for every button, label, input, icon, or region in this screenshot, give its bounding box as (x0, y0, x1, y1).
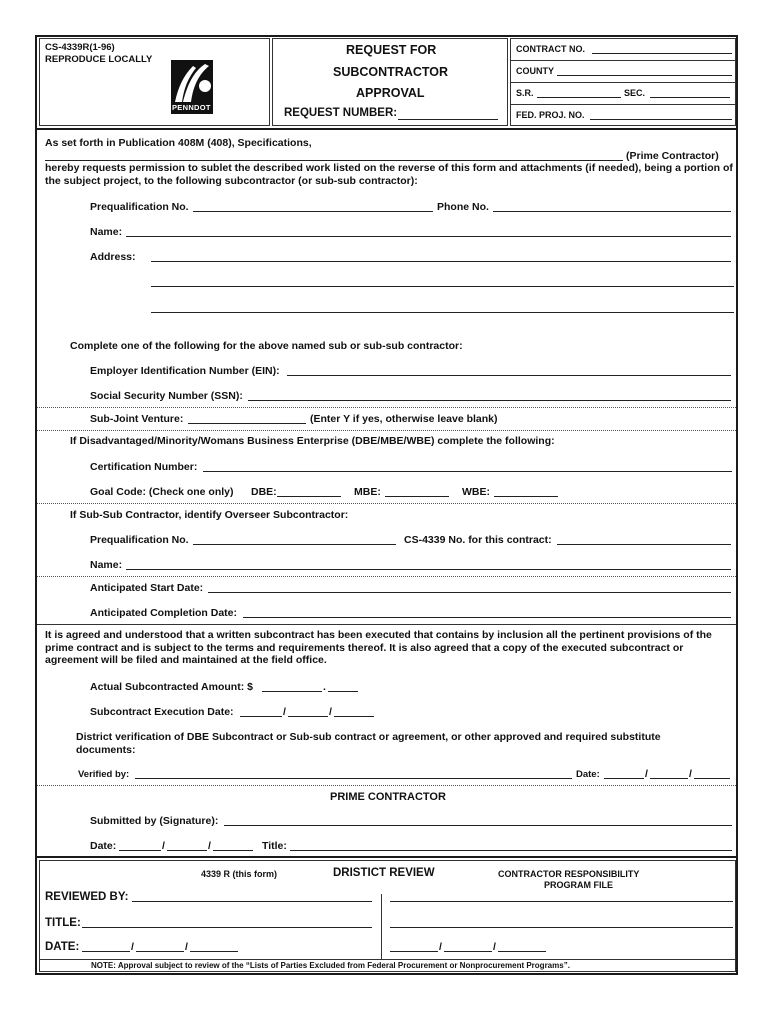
certification-label: Certification Number: (90, 461, 198, 473)
verified-by-label: Verified by: (78, 769, 130, 780)
sec-label: SEC. (624, 88, 646, 98)
title-line-3: APPROVAL (356, 86, 425, 100)
mbe-label: MBE: (354, 486, 381, 498)
submitted-signature-field[interactable] (224, 813, 732, 826)
address-label: Address: (90, 251, 136, 263)
penndot-logo-text: PENNDOT (172, 103, 211, 112)
review-date-day[interactable] (136, 939, 184, 952)
verified-date-month[interactable] (604, 766, 644, 779)
overseer-heading: If Sub-Sub Contractor, identify Overseer Subcontractor: (70, 509, 349, 521)
phone-label: Phone No. (437, 201, 489, 213)
overseer-prequal-field[interactable] (193, 532, 396, 545)
sr-field[interactable] (537, 86, 621, 98)
address-line-2[interactable] (151, 274, 734, 287)
prime-contractor-caption: (Prime Contractor) (626, 150, 719, 162)
prime-contractor-field[interactable] (45, 148, 623, 161)
date-slash: / (439, 941, 442, 953)
ssn-label: Social Security Number (SSN): (90, 390, 243, 402)
dotted-divider (37, 430, 736, 431)
date-slash: / (131, 941, 134, 953)
district-verification-text: District verification of DBE Subcontract or Sub-sub contract or agreement, or other approved and required substitute documents: (76, 731, 661, 756)
dotted-divider (37, 785, 736, 786)
execution-date-day[interactable] (288, 704, 328, 717)
review-title-label: TITLE: (45, 917, 81, 929)
verified-date-label: Date: (576, 769, 600, 780)
amount-dollars-field[interactable] (262, 679, 322, 692)
reproduce-locally: REPRODUCE LOCALLY (45, 54, 153, 65)
county-field[interactable] (557, 64, 732, 76)
this-form-label: 4339 R (this form) (201, 869, 278, 879)
prequal-label: Prequalification No. (90, 201, 189, 213)
date-slash: / (493, 941, 496, 953)
date-slash: / (283, 706, 286, 718)
address-line-3[interactable] (151, 300, 734, 313)
review-date-month[interactable] (82, 939, 130, 952)
date-slash: / (185, 941, 188, 953)
sr-label: S.R. (516, 88, 534, 98)
resp-program-field-2[interactable] (390, 915, 733, 928)
wbe-label: WBE: (462, 486, 490, 498)
name-label: Name: (90, 226, 123, 238)
phone-field[interactable] (493, 199, 731, 212)
sec-field[interactable] (650, 86, 730, 98)
note-divider (39, 959, 736, 960)
prime-date-label: Date: (90, 840, 117, 852)
district-review-heading: DRISTICT REVIEW (333, 867, 435, 879)
date-slash: / (689, 768, 692, 780)
name-field[interactable] (126, 224, 731, 237)
amount-label: Actual Subcontracted Amount: $ (90, 681, 253, 693)
divider (510, 104, 736, 105)
divider (510, 60, 736, 61)
execution-date-label: Subcontract Execution Date: (90, 706, 234, 718)
joint-venture-note: (Enter Y if yes, otherwise leave blank) (310, 413, 498, 425)
date-slash: / (162, 840, 165, 852)
prime-date-day[interactable] (167, 838, 207, 851)
dbe-heading: If Disadvantaged/Minority/Womans Business Enterprise (DBE/MBE/WBE) complete the following: (70, 435, 555, 447)
prime-date-month[interactable] (119, 838, 161, 851)
start-date-field[interactable] (208, 580, 731, 593)
verified-date-year[interactable] (694, 766, 730, 779)
contractor-responsibility-line2: PROGRAM FILE (544, 880, 613, 890)
county-label: COUNTY (516, 66, 554, 76)
fed-proj-label: FED. PROJ. NO. (516, 110, 585, 120)
date-slash: / (329, 706, 332, 718)
ssn-field[interactable] (248, 388, 731, 401)
wbe-checkbox-field[interactable] (494, 484, 558, 497)
dotted-divider (37, 407, 736, 408)
goal-code-label: Goal Code: (Check one only) (90, 486, 234, 498)
header-bottom-rule (37, 128, 736, 130)
request-number-label: REQUEST NUMBER: (284, 107, 398, 119)
review-top-rule (37, 856, 736, 858)
cs4339-label: CS-4339 No. for this contract: (404, 534, 552, 546)
dbe-checkbox-field[interactable] (277, 484, 341, 497)
ein-field[interactable] (287, 363, 731, 376)
penndot-logo (169, 58, 215, 116)
joint-venture-field[interactable] (188, 411, 306, 424)
overseer-name-label: Name: (90, 559, 123, 571)
completion-date-label: Anticipated Completion Date: (90, 607, 238, 619)
overseer-name-field[interactable] (126, 557, 731, 570)
date-slash: / (208, 840, 211, 852)
title-line-2: SUBCONTRACTOR (333, 65, 449, 79)
dotted-divider (37, 503, 736, 504)
execution-date-month[interactable] (240, 704, 282, 717)
verified-by-field[interactable] (135, 766, 572, 779)
joint-venture-label: Sub-Joint Venture: (90, 413, 184, 425)
reviewed-by-label: REVIEWED BY: (45, 891, 129, 903)
divider (510, 82, 736, 83)
verified-date-day[interactable] (650, 766, 688, 779)
fed-proj-field[interactable] (590, 108, 732, 120)
section-divider (37, 624, 736, 625)
completion-date-field[interactable] (243, 605, 731, 618)
intro-paragraph: hereby requests permission to sublet the described work listed on the reverse of this form and attachments (if needed), being a portion of the subject project, to the following subcontractor (or sub-sub contractor): (45, 162, 733, 187)
agreement-paragraph: It is agreed and understood that a written subcontract has been executed that contains by inclusion all the pertinent provisions of the prime contract and is subject to the terms and requirements thereof. It is also agreed that a copy of the executed subcontract or agreement will be filed and maintained at the field office. (45, 629, 712, 666)
resp-date-month[interactable] (390, 939, 438, 952)
overseer-prequal-label: Prequalification No. (90, 534, 189, 546)
approval-note: NOTE: Approval subject to review of the “Lists of Parties Excluded from Federal Procurement or Nonprocurement Programs”. (91, 961, 570, 970)
prequal-field[interactable] (193, 199, 433, 212)
dbe-label: DBE: (251, 486, 277, 498)
prime-date-year[interactable] (213, 838, 253, 851)
start-date-label: Anticipated Start Date: (90, 582, 204, 594)
resp-date-year[interactable] (498, 939, 546, 952)
contractor-responsibility-line1: CONTRACTOR RESPONSIBILITY (498, 869, 640, 879)
review-date-label: DATE: (45, 941, 80, 953)
address-line-1[interactable] (151, 249, 731, 262)
amount-separator: . (323, 681, 326, 693)
resp-date-day[interactable] (444, 939, 492, 952)
form-number: CS-4339R(1-96) (45, 42, 115, 53)
contract-no-label: CONTRACT NO. (516, 44, 585, 54)
intro-line: As set forth in Publication 408M (408), Specifications, (45, 137, 312, 149)
submitted-by-label: Submitted by (Signature): (90, 815, 219, 827)
review-date-year[interactable] (190, 939, 238, 952)
reviewed-by-field[interactable] (132, 889, 372, 902)
review-title-field[interactable] (82, 915, 372, 928)
date-slash: / (645, 768, 648, 780)
contract-no-field[interactable] (592, 42, 732, 54)
title-line-1: REQUEST FOR (346, 43, 437, 57)
prime-title-label: Title: (262, 840, 287, 852)
mbe-checkbox-field[interactable] (385, 484, 449, 497)
ein-label: Employer Identification Number (EIN): (90, 365, 280, 377)
execution-date-year[interactable] (334, 704, 374, 717)
certification-field[interactable] (203, 459, 732, 472)
cs4339-field[interactable] (557, 532, 731, 545)
prime-title-field[interactable] (290, 838, 732, 851)
dotted-divider (37, 576, 736, 577)
prime-contractor-heading: PRIME CONTRACTOR (330, 791, 446, 803)
request-number-field[interactable] (398, 107, 498, 120)
resp-program-field-1[interactable] (390, 889, 733, 902)
ids-heading: Complete one of the following for the above named sub or sub-sub contractor: (70, 340, 463, 352)
amount-cents-field[interactable] (328, 679, 358, 692)
review-column-divider (381, 894, 382, 960)
